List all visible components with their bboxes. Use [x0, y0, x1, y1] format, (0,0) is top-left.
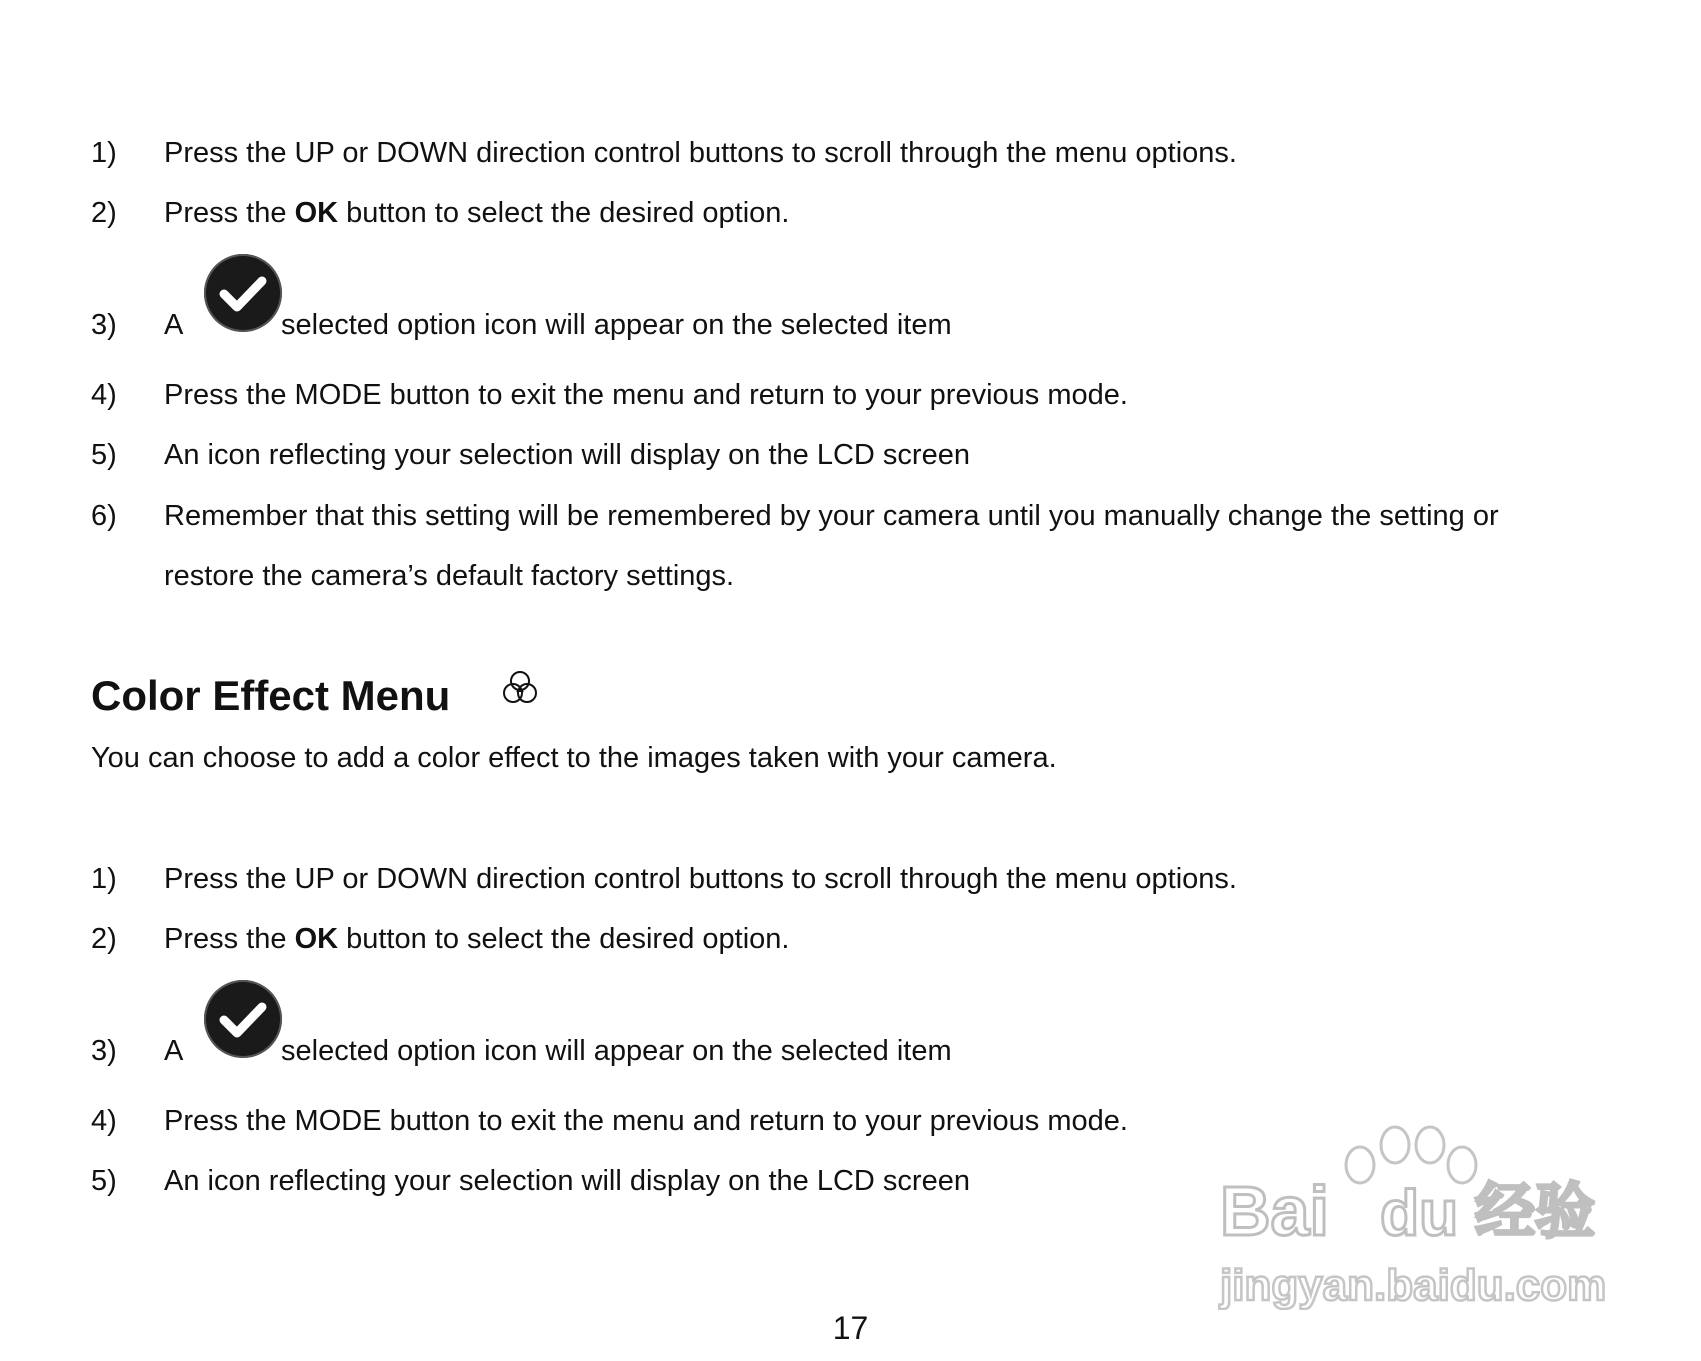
- section-heading: Color Effect Menu: [91, 672, 451, 719]
- item-text: restore the camera’s default factory settings.: [164, 560, 735, 592]
- item-number: 4): [91, 1105, 117, 1137]
- item-text-pre: Press the: [164, 923, 295, 955]
- ok-label: OK: [294, 923, 339, 955]
- item-text: Press the MODE button to exit the menu and return to your previous mode.: [164, 1105, 1128, 1137]
- item-text-post: selected option icon will appear on the selected item: [281, 1035, 952, 1067]
- item-number: 5): [91, 439, 117, 471]
- item-text-post: selected option icon will appear on the selected item: [281, 309, 952, 341]
- item-text-pre: A: [164, 1035, 184, 1067]
- baidu-watermark-logo: [1210, 1110, 1630, 1315]
- item-number: 3): [91, 309, 117, 341]
- item-text: An icon reflecting your selection will display on the LCD screen: [164, 439, 970, 471]
- item-number: 1): [91, 137, 117, 169]
- item-number: 6): [91, 500, 117, 532]
- ok-label: OK: [294, 197, 339, 229]
- svg-text:jingyan.baidu.com: jingyan.baidu.com: [1220, 1261, 1607, 1310]
- item-number: 3): [91, 1035, 117, 1067]
- item-text-post: button to select the desired option.: [338, 923, 790, 955]
- item-number: 1): [91, 863, 117, 895]
- item-number: 2): [91, 923, 117, 955]
- item-text-post: button to select the desired option.: [338, 197, 790, 229]
- item-number: 5): [91, 1165, 117, 1197]
- color-effect-icon: [500, 668, 540, 713]
- item-text: [164, 922, 789, 956]
- item-number: 4): [91, 379, 117, 411]
- item-number: 2): [91, 197, 117, 229]
- svg-text:Bai: Bai: [1220, 1172, 1329, 1250]
- item-text: Press the UP or DOWN direction control buttons to scroll through the menu options.: [164, 137, 1237, 169]
- item-text: Press the UP or DOWN direction control buttons to scroll through the menu options.: [164, 863, 1237, 895]
- svg-text:du: du: [1380, 1177, 1459, 1249]
- item-text-pre: Press the: [164, 197, 295, 229]
- item-text: An icon reflecting your selection will display on the LCD screen: [164, 1165, 970, 1197]
- item-text: Press the MODE button to exit the menu and return to your previous mode.: [164, 379, 1128, 411]
- check-circle-icon: [204, 254, 282, 332]
- item-text: Remember that this setting will be remembered by your camera until you manually change the setting or: [164, 500, 1499, 532]
- intro-paragraph: You can choose to add a color effect to the images taken with your camera.: [91, 742, 1057, 774]
- item-text-pre: A: [164, 309, 184, 341]
- item-text: [164, 196, 789, 230]
- check-circle-icon: [204, 980, 282, 1058]
- svg-text:经验: 经验: [1475, 1177, 1595, 1247]
- page-number: 17: [832, 1310, 869, 1346]
